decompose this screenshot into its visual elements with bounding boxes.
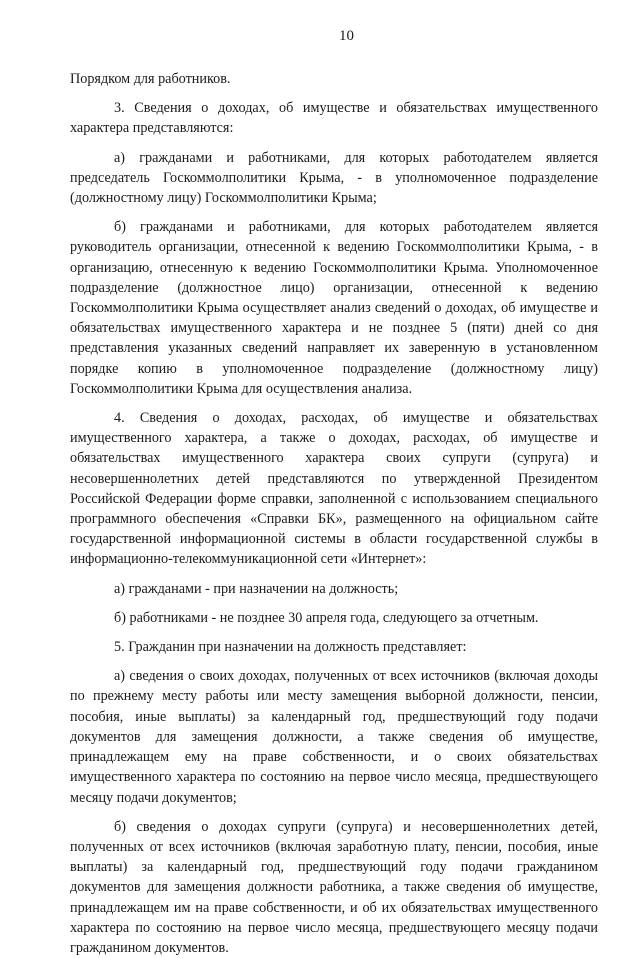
page-number: 10: [339, 28, 354, 44]
paragraph-clause-4: 4. Сведения о доходах, расходах, об имуществе и обязательствах имущественного характера, а также о доходах, расходах, об имуществе и обязательствах имущественного характера своих супруги (супруга) и несовершеннолетних детей представляются по утвержденной Президентом Российской Федерации форме справки, заполненной с использованием специального программного обеспечения «Справки БК», размещенного на официальном сайте государственной информационной системы в области государственной службы в информационно-телекоммуникационной сети «Интернет»:: [70, 410, 598, 568]
paragraph-clause-5a: а) сведения о своих доходах, полученных от всех источников (включая доходы по прежнему месту работы или месту замещения выборной должности, пенсии, пособия, иные выплаты) за календарный год, предшествующий году подачи документов для замещения должности, а также сведения об имуществе, принадлежащем ему на праве собственности, и о своих обязательствах имущественного характера по состоянию на первое число месяца, предшествующего месяцу подачи документов;: [70, 668, 598, 806]
paragraph-clause-5: 5. Гражданин при назначении на должность представляет:: [114, 639, 467, 656]
paragraph-clause-4b: б) работниками - не позднее 30 апреля года, следующего за отчетным.: [114, 609, 539, 626]
paragraph-clause-3a: а) гражданами и работниками, для которых работодателем является председатель Госкоммолполитики Крыма, - в уполномоченное подразделение (должностному лицу) Госкоммолполитики Крыма;: [70, 149, 598, 207]
paragraph-clause-5b: б) сведения о доходах супруги (супруга) и несовершеннолетних детей, полученных от всех источников (включая заработную плату, пенсии, пособия, иные выплаты) за календарный год, предшествующий году подачи гражданином документов для замещения должности работника, а также сведения об имуществе, принадлежащем им на праве собственности, и об их обязательствах имущественного характера по состоянию на первое число месяца, предшествующего месяцу подачи гражданином документов.: [70, 818, 598, 956]
paragraph-clause-3b: б) гражданами и работниками, для которых работодателем является руководитель организации, отнесенной к ведению Госкоммолполитики Крыма, - в организацию, отнесенную к ведению Госкоммолполитики Крыма. Уполномоченное подразделение (должностное лицо) организации, отнесенной к ведению Госкоммолполитики Крыма осуществляет анализ сведений о доходах, об имуществе и обязательствах имущественного характера и не позднее 5 (пяти) дней со дня представления указанных сведений направляет их заверенную в установленном порядке копию в уполномоченное подразделение (должностному лицу) Госкоммолполитики Крыма для осуществления анализа.: [70, 219, 598, 397]
paragraph-clause-3: 3. Сведения о доходах, об имуществе и обязательствах имущественного характера представляются:: [70, 100, 598, 137]
paragraph-continuation: Порядком для работников.: [70, 71, 231, 87]
paragraph-clause-4a: а) гражданами - при назначении на должность;: [114, 580, 399, 597]
